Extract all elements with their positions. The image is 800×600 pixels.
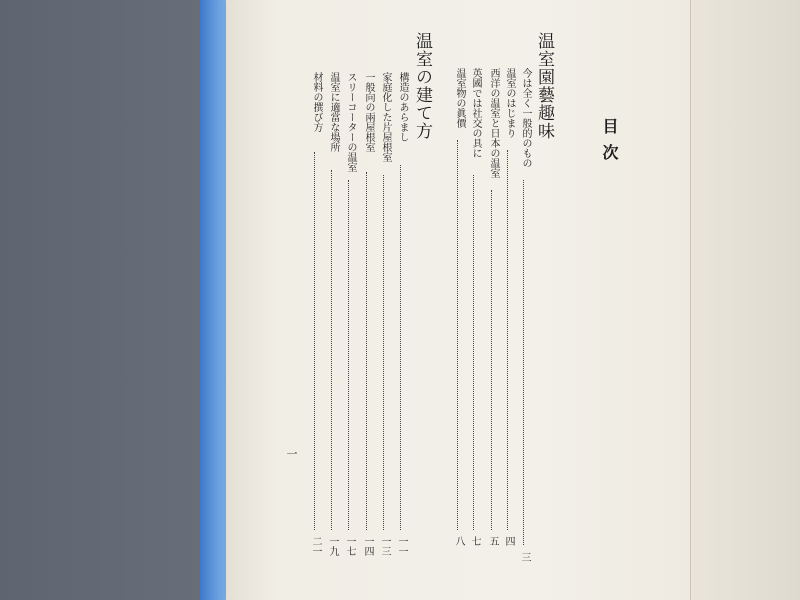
toc-entry-page: 三	[519, 552, 530, 562]
toc-entry-page: 一九	[327, 536, 338, 556]
toc-entry-label: 今は全く一般的のもの	[520, 68, 531, 168]
toc-entry-page: 四	[503, 536, 514, 546]
leader-dots	[314, 152, 315, 530]
leader-dots	[348, 180, 349, 530]
toc-entry-label: 温室に適當な場所	[328, 72, 339, 152]
leader-dots	[491, 190, 492, 530]
leader-dots	[473, 175, 474, 530]
toc-entry-label: 材料の撰び方	[311, 72, 322, 132]
chapter-title: 温室の建て方	[412, 32, 432, 140]
facing-page	[690, 0, 800, 600]
toc-entry-page: 一四	[362, 536, 373, 556]
toc-entry-label: 構造のあらまし	[397, 72, 408, 142]
toc-entry-page: 一七	[344, 536, 355, 556]
toc-entry-page: 二一	[310, 536, 321, 556]
toc-entry-page: 一三	[379, 536, 390, 556]
toc-entry-label: 家庭化した片屋根室	[380, 72, 391, 162]
toc-entry-page: 一一	[396, 536, 407, 556]
leader-dots	[366, 172, 367, 530]
toc-entry-label: 温室物の眞價	[454, 68, 465, 128]
toc-entry-label: 温室のはじまり	[504, 68, 515, 138]
toc-entry-label: 英國では社交の具に	[470, 68, 481, 158]
toc-entry-page: 五	[487, 536, 498, 546]
toc-entry-page: 八	[453, 536, 464, 546]
toc-entry-label: 一般向の兩屋根室	[363, 72, 374, 152]
leader-dots	[457, 140, 458, 530]
leader-dots	[523, 180, 524, 545]
page-number-marker: 一	[285, 448, 298, 459]
chapter-title: 温室園藝趣味	[534, 32, 554, 140]
leader-dots	[383, 175, 384, 530]
toc-entry-label: スリーコーターの温室	[345, 72, 356, 172]
leader-dots	[331, 170, 332, 530]
toc-title: 目次	[600, 118, 619, 170]
leader-dots	[400, 165, 401, 530]
toc-entry-label: 西洋の温室と日本の温室	[488, 68, 499, 178]
toc-entry-page: 七	[469, 536, 480, 546]
leader-dots	[507, 150, 508, 530]
